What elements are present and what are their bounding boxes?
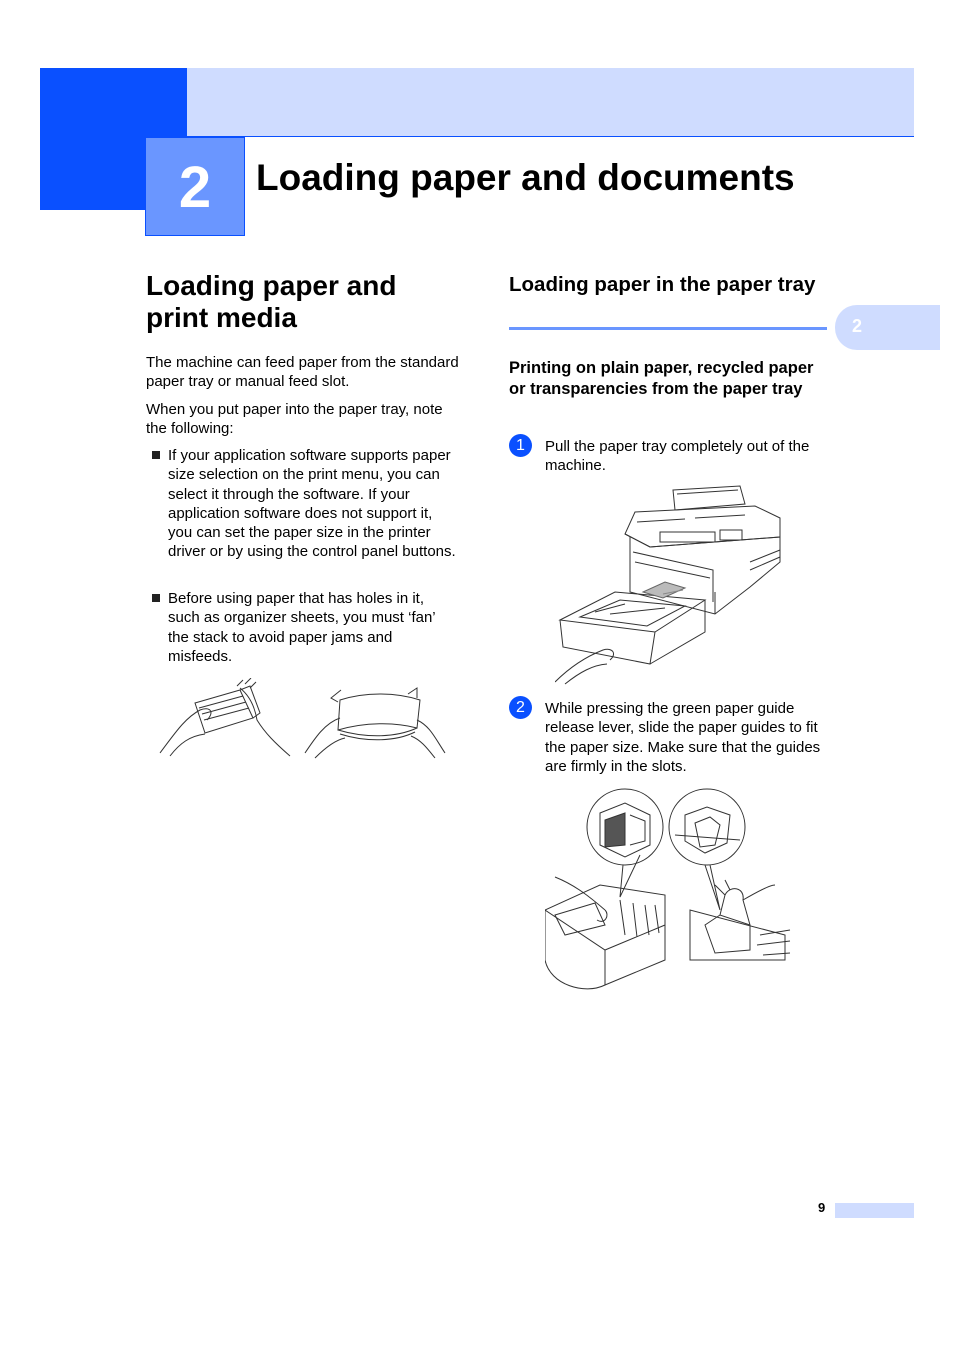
list-item-text: If your application software supports paper size selection on the print menu, you can select it through the software. If your application software does not support it, you can set the paper size in the printer driver or by using the control panel buttons. bbox=[168, 447, 456, 561]
header-band-light bbox=[187, 68, 914, 136]
step-number-badge: 1 bbox=[509, 434, 532, 457]
list-item bbox=[152, 589, 452, 669]
page-number: 9 bbox=[818, 1200, 826, 1215]
section-heading-right: Loading paper in the paper tray bbox=[509, 273, 816, 296]
chapter-number: 2 bbox=[145, 137, 245, 236]
bullet-square-icon bbox=[152, 594, 160, 602]
step-text: While pressing the green paper guide release lever, slide the paper guides to fit the paper size. Make sure that the guides are firmly in the slots. bbox=[545, 700, 821, 775]
step-text: Pull the paper tray completely out of the machine. bbox=[545, 438, 810, 475]
subheading: Printing on plain paper, recycled paper or transparencies from the paper tray bbox=[509, 359, 814, 398]
footer-bar bbox=[835, 1203, 914, 1218]
section-heading-left: Loading paper and print media bbox=[146, 270, 397, 333]
intro-paragraph: The machine can feed paper from the standard paper tray or manual feed slot. bbox=[146, 354, 459, 391]
side-tab-label: 2 bbox=[852, 316, 863, 336]
list-item bbox=[152, 446, 456, 582]
chapter-title: Loading paper and documents bbox=[256, 157, 795, 198]
paper-guides-illustration bbox=[545, 785, 795, 995]
step-number-badge: 2 bbox=[509, 696, 532, 719]
list-item-text: Before using paper that has holes in it, such as organizer sheets, you must ‘fan’ the stack to avoid paper jams and misfeeds. bbox=[168, 590, 436, 665]
note-intro-paragraph: When you put paper into the paper tray, note the following: bbox=[146, 401, 443, 438]
heading-underline bbox=[509, 327, 827, 330]
fanning-paper-illustration bbox=[155, 678, 455, 760]
header-divider bbox=[187, 136, 914, 137]
bullet-square-icon bbox=[152, 451, 160, 459]
chapter-side-tab bbox=[835, 305, 940, 350]
printer-tray-illustration bbox=[555, 482, 785, 686]
